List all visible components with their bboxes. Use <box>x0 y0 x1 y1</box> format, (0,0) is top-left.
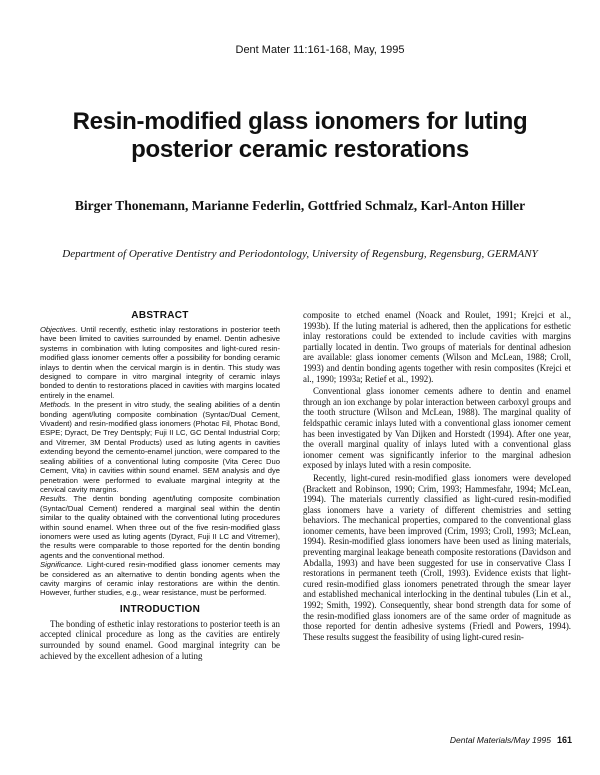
body-paragraph: Recently, light-cured resin-modified glass ionomers were developed (Brackett and Robinson, 1990; Crim, 1993; Hammesfahr, 1994; McLean, 1994). The materials currently classified as light-cured resin-modified glass ionomers have a variety of different chemistries and setting behaviors. The mechanical properties, compared to the conventional glass ionomer cements, have been improved (Crim, 1993; Croll, 1993; McLean, 1994). Resin-modified glass ionomers have been used as lining materials, preventing marginal leakage beneath composite restorations (Davidson and Abdalla, 1993) and have been suggested for use in conservative Class I restorations in permanent teeth (Croll, 1993). Evidence exists that light-cured resin-modified glass ionomers penetrated through the smear layer and established mechanical interlocking in the dentinal tubules (Lin et al., 1992; Smith, 1992). Consequently, shear bond strength data for some of the resin-modified glass ionomers are of the same order of magnitude as those reported for dentin adhesive systems (Friedl and Powers, 1994). These results suggest the feasibility of using light-cured resin- <box>303 472 571 642</box>
results-text: The dentin bonding agent/luting composite combination (Syntac/Dual Cement) rendered a marginal seal within the dentin similar to the quality obtained with the conventional luting procedures within sound enamel. When three out of the five resin-modified glass ionomers were used as luting agents (Dyract, Fuji II LC and Vitremer), the results were comparable to those reported for the dentin bonding agents and the conventional method. <box>40 494 280 560</box>
footer-journal: Dental Materials/May 1995 <box>449 735 551 745</box>
right-column <box>303 310 571 644</box>
abstract-significance <box>40 560 280 598</box>
abstract-methods <box>40 400 280 494</box>
abstract-heading: ABSTRACT <box>131 310 189 321</box>
journal-reference: Dent Mater 11:161-168, May, 1995 <box>235 44 405 56</box>
author-affiliation: Department of Operative Dentistry and Periodontology, University of Regensburg, Regensburg, GERMANY <box>62 248 538 260</box>
abstract-results <box>40 494 280 560</box>
significance-label: Significance. <box>40 560 84 570</box>
left-column <box>40 310 280 661</box>
objectives-label: Objectives. <box>40 325 78 334</box>
abstract-objectives <box>40 325 280 400</box>
author-list: Birger Thonemann, Marianne Federlin, Gottfried Schmalz, Karl-Anton Hiller <box>74 198 526 213</box>
significance-text: Light-cured resin-modified glass ionomer cements may be considered as an alternative to dentin bonding agents when the cavity margins of ceramic inlay restorations are within the dentin. However, further studies, e.g., wear resistance, must be performed. <box>40 560 280 598</box>
abstract-section <box>40 310 280 598</box>
page-number: 161 <box>556 735 572 745</box>
methods-label: Methods. <box>40 400 72 410</box>
objectives-text: Until recently, esthetic inlay restorations in posterior teeth have been limited to cavities surrounded by enamel. Dentin adhesive systems in combination with luting composites and light-cured resin-modified glass ionomer cements offer a possibility for bonding ceramic inlays to dentin when the cervical margin is in dentin. This study was designed to compare in vitro marginal integrity of ceramic inlays bonded to dentin to restorations placed in cavities with margins located entirely in the enamel. <box>40 325 280 400</box>
page-footer <box>300 735 572 745</box>
body-paragraph: Conventional glass ionomer cements adhere to dentin and enamel through an ion exchange by polar interaction between carboxyl groups and the tooth structure (Wilson and McLean, 1988). The marginal quality of feldspathic ceramic inlays luted with a conventional glass ionomer cement has been investigated by Van Dijken and Horstedt (1994). After one year, the overall marginal quality of inlays luted with a conventional glass ionomer cement was significantly inferior to the marginal adhesion exposed by inlays luted with a resin composite. <box>303 386 571 471</box>
title-line-2: posterior ceramic restorations <box>131 136 469 163</box>
article-title <box>60 108 540 164</box>
introduction-heading: INTRODUCTION <box>119 603 201 615</box>
results-label: Results. <box>40 494 68 504</box>
introduction-paragraph: The bonding of esthetic inlay restorations to posterior teeth is an accepted clinical procedure as long as the cavities are entirely surrounded by sound enamel. Good marginal integrity can be achieved by the excellent adhesion of a luting <box>40 618 280 661</box>
body-paragraph: composite to etched enamel (Noack and Roulet, 1991; Krejci et al., 1993b). If the luting material is adhered, then the applications for esthetic inlay restorations could be extended to include cavities with margins partially located in dentin. Two groups of materials for dentinal adhesion are available: glass ionomer cements (Wilson and McLean, 1988; Croll, 1993) and dentin bonding agents together with resin composites (Krejci et al., 1990; 1993a; Retief et al., 1992). <box>303 310 571 384</box>
methods-text: In the present in vitro study, the sealing abilities of a dentin bonding agent/luting composite combination (Syntac/Dual Cement, Vivadent) and resin-modified glass ionomers (Photac Fil, Photac Bond, ESPE; Dyract, De Trey Dentsply; Fuji II LC, GC Dental Industrial Corp; and Vitremer, 3M Dental Products) used as luting agents in cavities extending beyond the cemento-enamel junction, were compared to the sealing abilities of a conventional luting composite (Vita Cerec Duo Cement, Vita) in cavities within sound enamel. SEM analysis and dye penetration were performed to evaluate marginal integrity at the cervical cavity margins. <box>40 400 280 494</box>
introduction-section <box>40 604 280 661</box>
title-line-1: Resin-modified glass ionomers for luting <box>72 108 528 135</box>
